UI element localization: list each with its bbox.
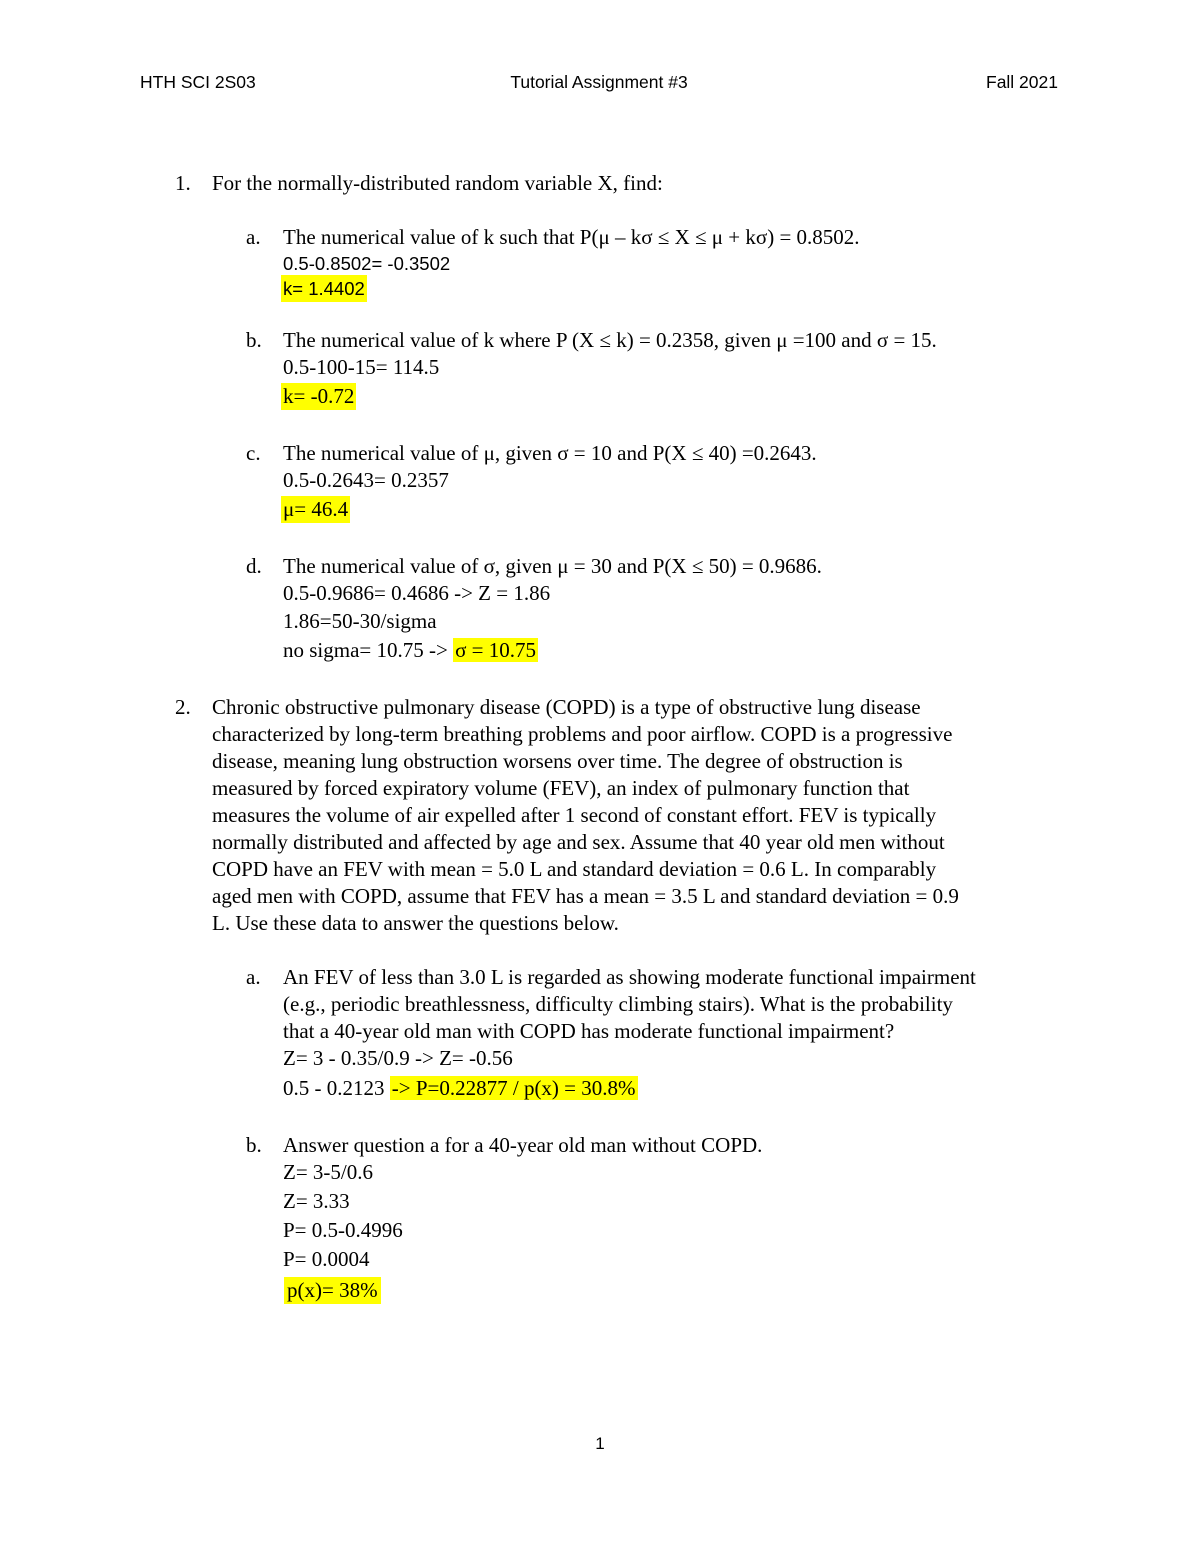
q1d-answer-line [283, 637, 538, 664]
assignment-title: Tutorial Assignment #3 [510, 72, 688, 92]
q2-paragraph-line: normally distributed and affected by age and sex. Assume that 40 year old men without [212, 830, 945, 854]
q2-paragraph-line: characterized by long-term breathing problems and poor airflow. COPD is a progressive [212, 722, 953, 746]
q2-number: 2. [175, 695, 191, 719]
q2-paragraph-line: L. Use these data to answer the questions below. [212, 911, 619, 935]
q1-prompt: For the normally-distributed random variable X, find: [212, 171, 663, 195]
q1b-question: The numerical value of k where P (X ≤ k) = 0.2358, given μ =100 and σ = 15. [283, 328, 937, 352]
q2-paragraph-line: COPD have an FEV with mean = 5.0 L and standard deviation = 0.6 L. In comparably [212, 857, 937, 881]
q2b-work-2: Z= 3.33 [283, 1189, 350, 1213]
q2a-answer-prefix: 0.5 - 0.2123 [283, 1076, 390, 1100]
q1a-question: The numerical value of k such that P(μ – kσ ≤ X ≤ μ + kσ) = 0.8502. [283, 225, 860, 249]
q2-paragraph-line: aged men with COPD, assume that FEV has a mean = 3.5 L and standard deviation = 0.9 [212, 884, 959, 908]
q2-paragraph-line: measures the volume of air expelled after 1 second of constant effort. FEV is typically [212, 803, 937, 827]
q2b-answer: p(x)= 38% [284, 1277, 381, 1304]
page-header [140, 72, 1058, 100]
page-number: 1 [595, 1434, 605, 1453]
q1b-label: b. [246, 328, 262, 352]
q2a-answer: -> P=0.22877 / p(x) = 30.8% [391, 1076, 636, 1100]
q2-paragraph-line: measured by forced expiratory volume (FEV), an index of pulmonary function that [212, 776, 910, 800]
q2-paragraph-line: disease, meaning lung obstruction worsens over time. The degree of obstruction is [212, 749, 903, 773]
q1d-work-1: 0.5-0.9686= 0.4686 -> Z = 1.86 [283, 581, 551, 605]
q1d-answer: σ = 10.75 [455, 638, 537, 662]
q1d-question: The numerical value of σ, given μ = 30 and P(X ≤ 50) = 0.9686. [283, 554, 822, 578]
q1d-answer-prefix: no sigma= 10.75 -> [283, 638, 454, 662]
q2a-label: a. [246, 965, 261, 989]
q1a-answer: k= 1.4402 [281, 275, 367, 302]
q2a-work: Z= 3 - 0.35/0.9 -> Z= -0.56 [283, 1046, 513, 1070]
q1b-work: 0.5-100-15= 114.5 [283, 355, 440, 379]
q2-paragraph-line: Chronic obstructive pulmonary disease (COPD) is a type of obstructive lung disease [212, 695, 921, 719]
q1b-answer: k= -0.72 [283, 384, 355, 408]
q2b-label: b. [246, 1133, 262, 1157]
q1a-label: a. [246, 225, 261, 249]
q1-number: 1. [175, 171, 191, 195]
q2b-question: Answer question a for a 40-year old man without COPD. [283, 1133, 763, 1157]
course-code: HTH SCI 2S03 [140, 72, 256, 92]
q1d-work-2: 1.86=50-30/sigma [283, 609, 437, 633]
q1d-label: d. [246, 554, 262, 578]
term: Fall 2021 [986, 72, 1058, 92]
q1c-answer: μ= 46.4 [283, 497, 349, 521]
q1c-label: c. [246, 441, 261, 465]
q2b-work-3: P= 0.5-0.4996 [283, 1218, 403, 1242]
q1c-question: The numerical value of μ, given σ = 10 and P(X ≤ 40) =0.2643. [283, 441, 817, 465]
q2a-question-line: (e.g., periodic breathlessness, difficulty climbing stairs). What is the probability [283, 992, 953, 1016]
q2a-question-line: that a 40-year old man with COPD has moderate functional impairment? [283, 1019, 895, 1043]
q2b-work-4: P= 0.0004 [283, 1247, 370, 1271]
q2a-answer-line [283, 1075, 638, 1102]
q2a-question-line: An FEV of less than 3.0 L is regarded as showing moderate functional impairment [283, 965, 976, 989]
q1c-work: 0.5-0.2643= 0.2357 [283, 468, 449, 492]
q1a-work: 0.5-0.8502= -0.3502 [283, 253, 451, 274]
q2b-work-1: Z= 3-5/0.6 [283, 1160, 373, 1184]
